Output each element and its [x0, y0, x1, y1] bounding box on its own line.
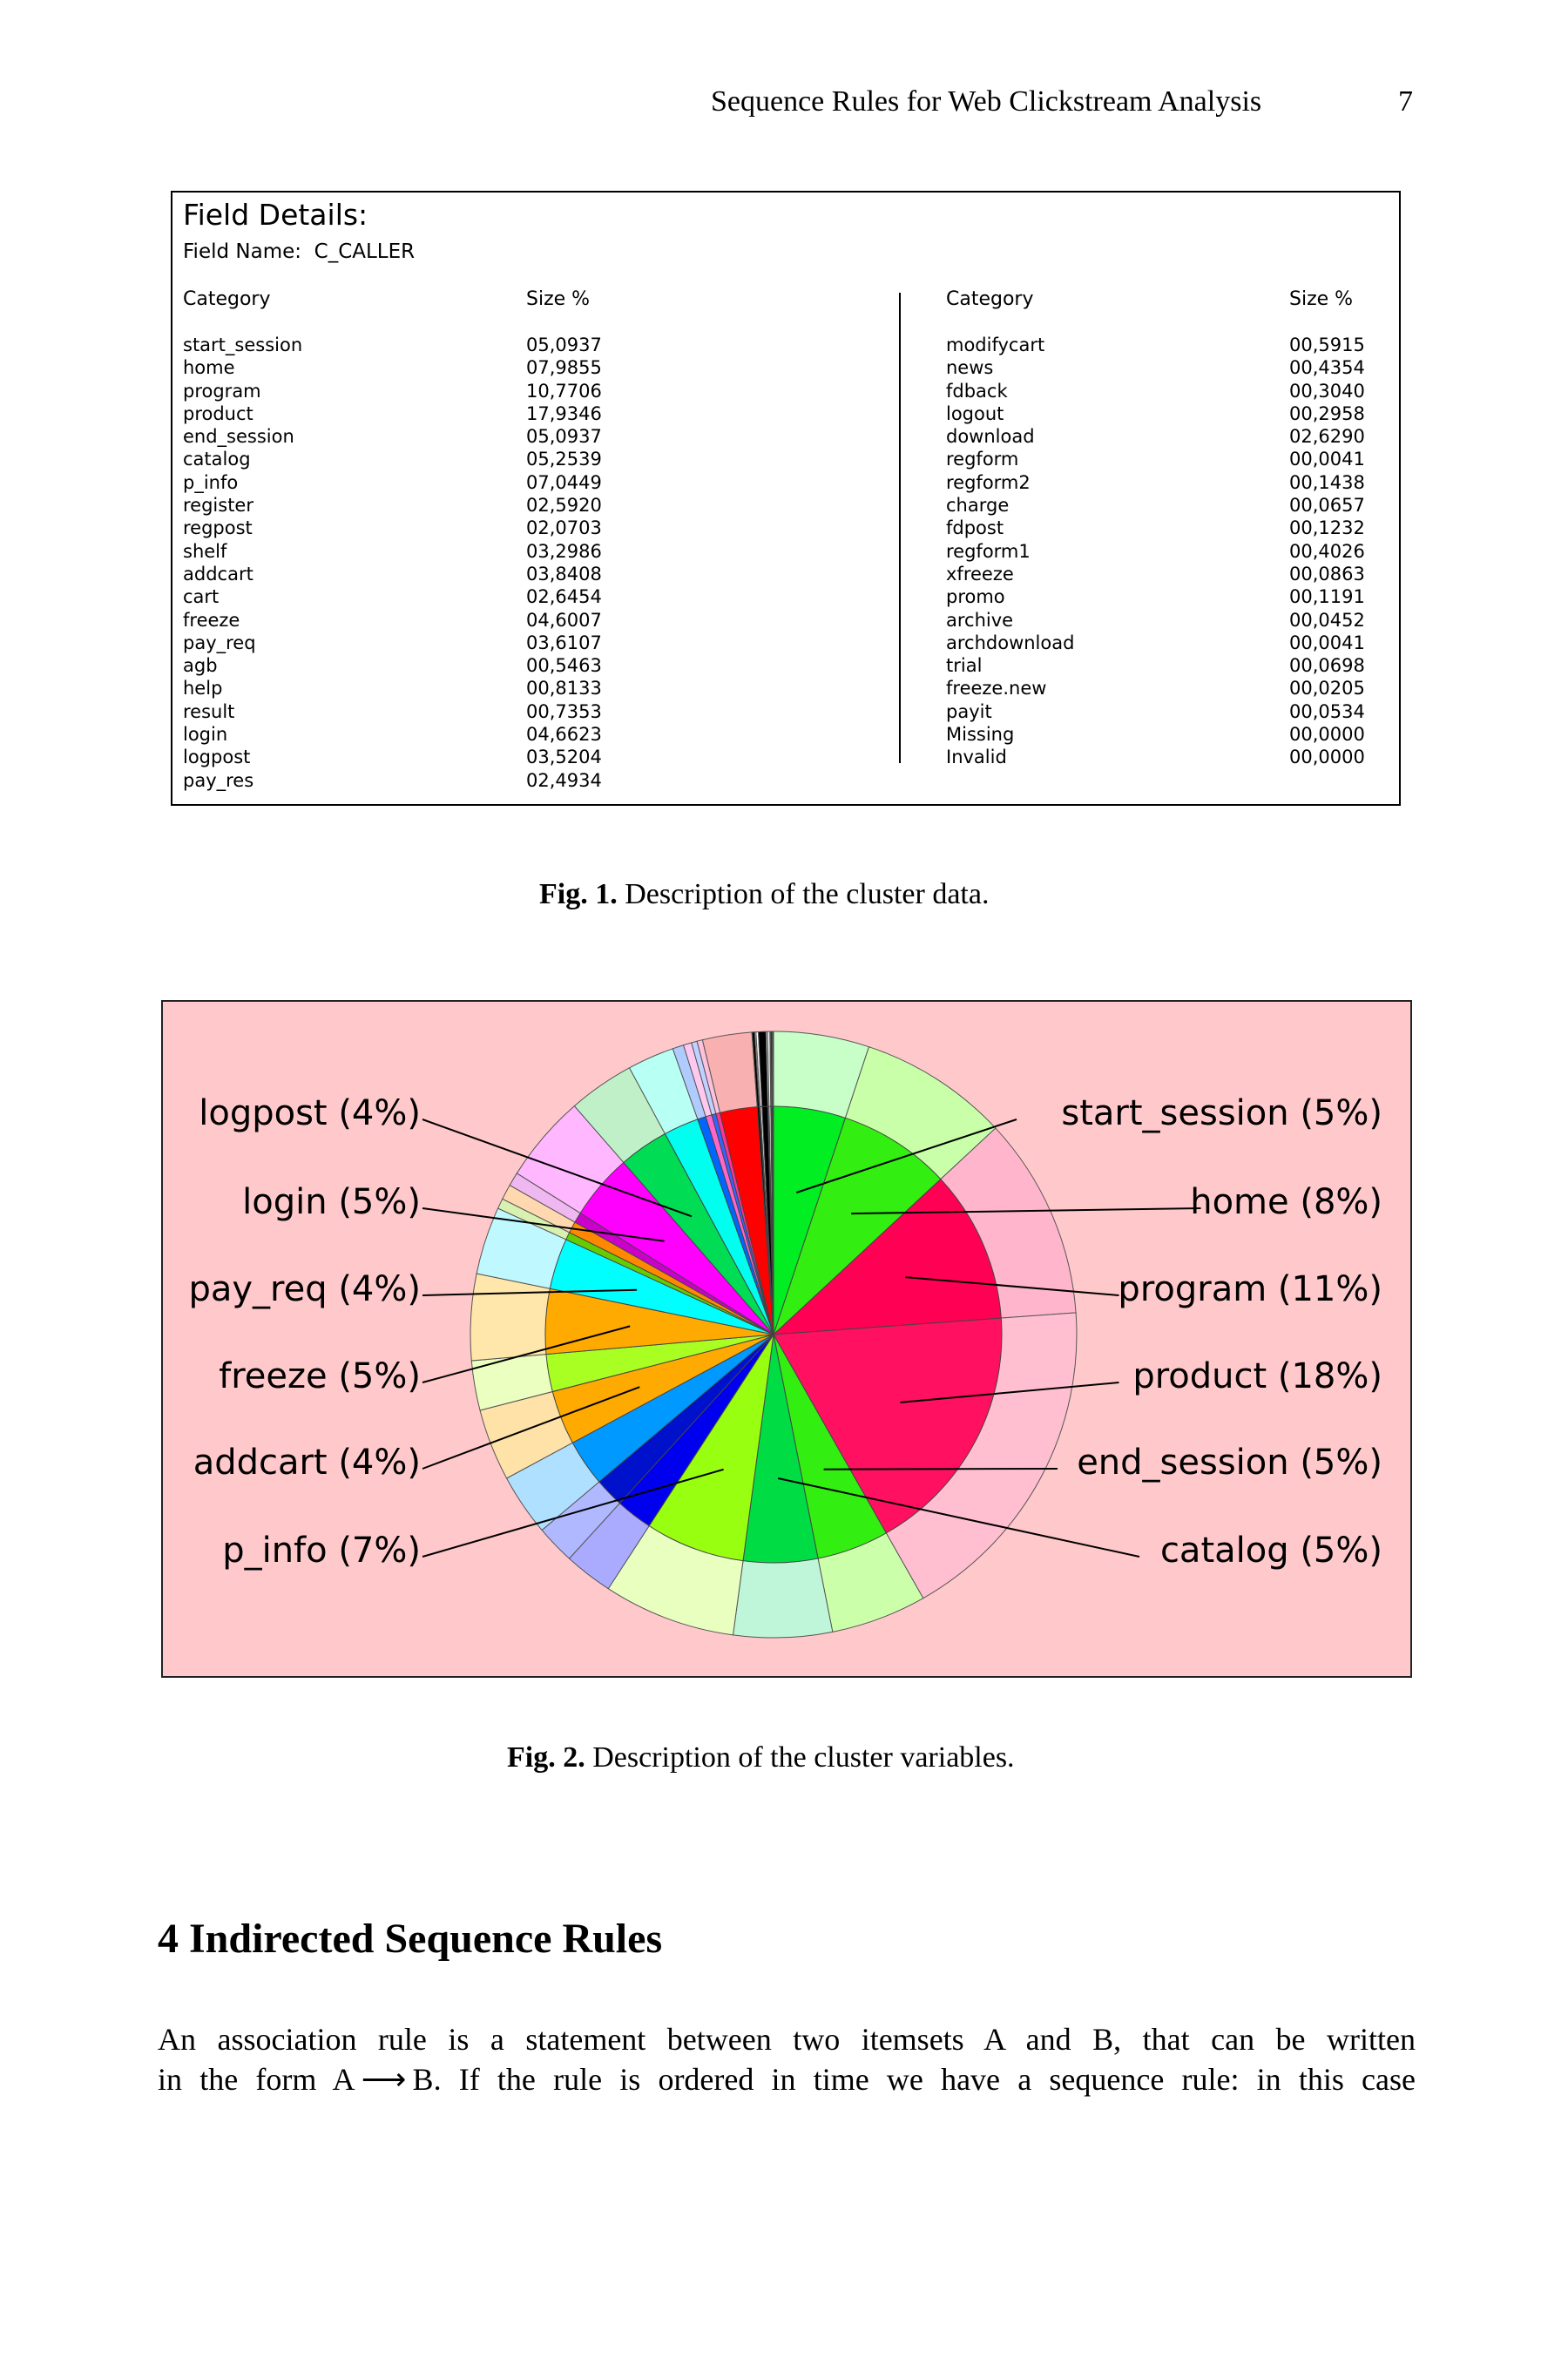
right-size-cell-16: 00,0534	[1289, 700, 1365, 722]
right-size-cell-2: 00,3040	[1289, 380, 1365, 402]
left-category-header: Category	[183, 288, 271, 310]
left-category-cell-9: shelf	[183, 540, 227, 562]
left-size-header: Size %	[526, 288, 591, 310]
right-size-cell-12: 00,0452	[1289, 609, 1365, 631]
left-size-cell-11: 02,6454	[526, 586, 602, 608]
right-size-cell-5: 00,0041	[1289, 449, 1365, 470]
callout-home: home (8%)	[1190, 1182, 1382, 1222]
right-size-cell-13: 00,0041	[1289, 632, 1365, 653]
left-size-cell-14: 00,5463	[526, 655, 602, 677]
left-size-cell-6: 07,0449	[526, 471, 602, 493]
left-category-cell-18: logpost	[183, 747, 251, 768]
callout-leader-end_session	[824, 1469, 1058, 1470]
right-category-cell-5: regform	[946, 449, 1019, 470]
field-name-line	[183, 240, 415, 263]
left-category-cell-19: pay_res	[183, 769, 254, 791]
right-size-cell-14: 00,0698	[1289, 655, 1365, 677]
field-name-label: Field Name:	[183, 240, 302, 263]
callout-product: product (18%)	[1132, 1356, 1382, 1396]
callout-pay_req: pay_req (4%)	[188, 1269, 421, 1309]
callout-p_info: p_info (7%)	[222, 1531, 421, 1571]
pie-chart	[163, 1002, 1410, 1676]
right-size-cell-8: 00,1232	[1289, 517, 1365, 539]
left-size-cell-13: 03,6107	[526, 632, 602, 653]
left-size-cell-10: 03,8408	[526, 563, 602, 585]
right-category-cell-7: charge	[946, 495, 1010, 517]
left-category-cell-16: result	[183, 700, 235, 722]
page-number: 7	[1398, 85, 1413, 118]
left-category-cell-8: regpost	[183, 517, 253, 539]
left-category-cell-4: end_session	[183, 426, 294, 448]
right-category-cell-1: news	[946, 357, 994, 379]
left-size-cell-1: 07,9855	[526, 357, 602, 379]
left-size-cell-17: 04,6623	[526, 724, 602, 746]
left-size-cell-12: 04,6007	[526, 609, 602, 631]
callout-logpost: logpost (4%)	[199, 1093, 421, 1133]
left-size-cell-15: 00,8133	[526, 678, 602, 700]
left-category-cell-14: agb	[183, 655, 218, 677]
left-size-cell-18: 03,5204	[526, 747, 602, 768]
left-category-cell-0: start_session	[183, 335, 303, 355]
right-category-cell-14: trial	[946, 655, 983, 677]
paragraph-line-1: An association rule is a statement between two itemsets A and B, that can be written	[158, 2022, 1416, 2057]
right-size-cell-1: 00,4354	[1289, 357, 1365, 379]
figure2-caption	[507, 1741, 1015, 1774]
right-category-cell-4: download	[946, 426, 1035, 448]
right-size-header: Size %	[1289, 288, 1354, 310]
left-category-cell-7: register	[183, 495, 253, 517]
right-size-cell-15: 00,0205	[1289, 678, 1365, 700]
right-size-cell-4: 02,6290	[1289, 426, 1365, 448]
section-heading: 4 Indirected Sequence Rules	[158, 1916, 663, 1962]
callout-addcart: addcart (4%)	[193, 1443, 421, 1483]
left-category-cell-1: home	[183, 357, 235, 379]
callout-catalog: catalog (5%)	[1159, 1531, 1382, 1571]
left-size-cell-19: 02,4934	[526, 769, 602, 791]
right-size-cell-9: 00,4026	[1289, 540, 1365, 562]
callout-login: login (5%)	[242, 1182, 421, 1222]
running-header: Sequence Rules for Web Clickstream Analysis	[711, 85, 1262, 118]
right-size-cell-7: 00,0657	[1289, 495, 1365, 517]
figure1-caption-text: Description of the cluster data.	[617, 878, 990, 910]
field-name-value: C_CALLER	[314, 240, 416, 263]
figure2-caption-label: Fig. 2.	[507, 1741, 585, 1774]
right-category-cell-11: promo	[946, 586, 1005, 608]
paragraph-line-2: in the form A ⟶ B. If the rule is ordered in time we have a sequence rule: in this case	[158, 2062, 1416, 2097]
right-category-cell-2: fdback	[946, 380, 1008, 402]
left-size-cell-0: 05,0937	[526, 335, 602, 355]
right-category-cell-0: modifycart	[946, 335, 1045, 355]
left-category-cell-12: freeze	[183, 609, 240, 631]
left-size-cell-2: 10,7706	[526, 380, 602, 402]
left-category-cell-13: pay_req	[183, 632, 256, 653]
left-category-cell-2: program	[183, 380, 261, 402]
left-size-cell-16: 00,7353	[526, 700, 602, 722]
field-details-title: Field Details:	[183, 198, 368, 232]
right-size-cell-6: 00,1438	[1289, 471, 1365, 493]
right-category-cell-12: archive	[946, 609, 1014, 631]
right-category-cell-10: xfreeze	[946, 563, 1014, 585]
right-size-column	[1289, 334, 1365, 769]
left-size-cell-8: 02,0703	[526, 517, 602, 539]
left-category-cell-15: help	[183, 678, 223, 700]
right-category-cell-9: regform1	[946, 540, 1031, 562]
right-category-column	[946, 334, 1074, 769]
left-category-cell-17: login	[183, 724, 228, 746]
right-category-cell-15: freeze.new	[946, 678, 1047, 700]
left-category-cell-11: cart	[183, 586, 220, 608]
right-size-cell-10: 00,0863	[1289, 563, 1365, 585]
right-size-cell-17: 00,0000	[1289, 724, 1365, 746]
right-category-cell-13: archdownload	[946, 632, 1075, 653]
column-divider	[899, 293, 901, 763]
right-category-cell-18: Invalid	[946, 747, 1007, 768]
left-category-column	[183, 334, 302, 792]
left-category-cell-5: catalog	[183, 449, 251, 470]
right-size-cell-18: 00,0000	[1289, 747, 1365, 768]
right-category-cell-16: payit	[946, 700, 992, 722]
left-category-cell-6: p_info	[183, 471, 239, 493]
left-size-column	[526, 334, 602, 792]
cluster-pie-figure	[161, 1000, 1412, 1678]
right-category-cell-17: Missing	[946, 724, 1015, 746]
figure1-caption	[539, 878, 989, 911]
callout-end_session: end_session (5%)	[1077, 1443, 1382, 1483]
callout-start_session: start_session (5%)	[1061, 1093, 1382, 1133]
callout-freeze: freeze (5%)	[219, 1356, 421, 1396]
figure2-caption-text: Description of the cluster variables.	[585, 1741, 1015, 1774]
left-category-cell-10: addcart	[183, 563, 253, 585]
right-size-cell-3: 00,2958	[1289, 402, 1365, 424]
left-size-cell-4: 05,0937	[526, 426, 602, 448]
figure1-caption-label: Fig. 1.	[539, 878, 618, 910]
right-category-header: Category	[946, 288, 1034, 310]
left-size-cell-7: 02,5920	[526, 495, 602, 517]
right-category-cell-8: fdpost	[946, 517, 1004, 539]
right-category-cell-6: regform2	[946, 471, 1031, 493]
left-size-cell-3: 17,9346	[526, 402, 602, 424]
callout-program: program (11%)	[1118, 1269, 1382, 1309]
left-size-cell-9: 03,2986	[526, 540, 602, 562]
field-details-figure	[171, 191, 1401, 806]
left-category-cell-3: product	[183, 402, 253, 424]
right-size-cell-0: 00,5915	[1289, 335, 1365, 355]
left-size-cell-5: 05,2539	[526, 449, 602, 470]
right-size-cell-11: 00,1191	[1289, 586, 1365, 608]
right-category-cell-3: logout	[946, 402, 1004, 424]
